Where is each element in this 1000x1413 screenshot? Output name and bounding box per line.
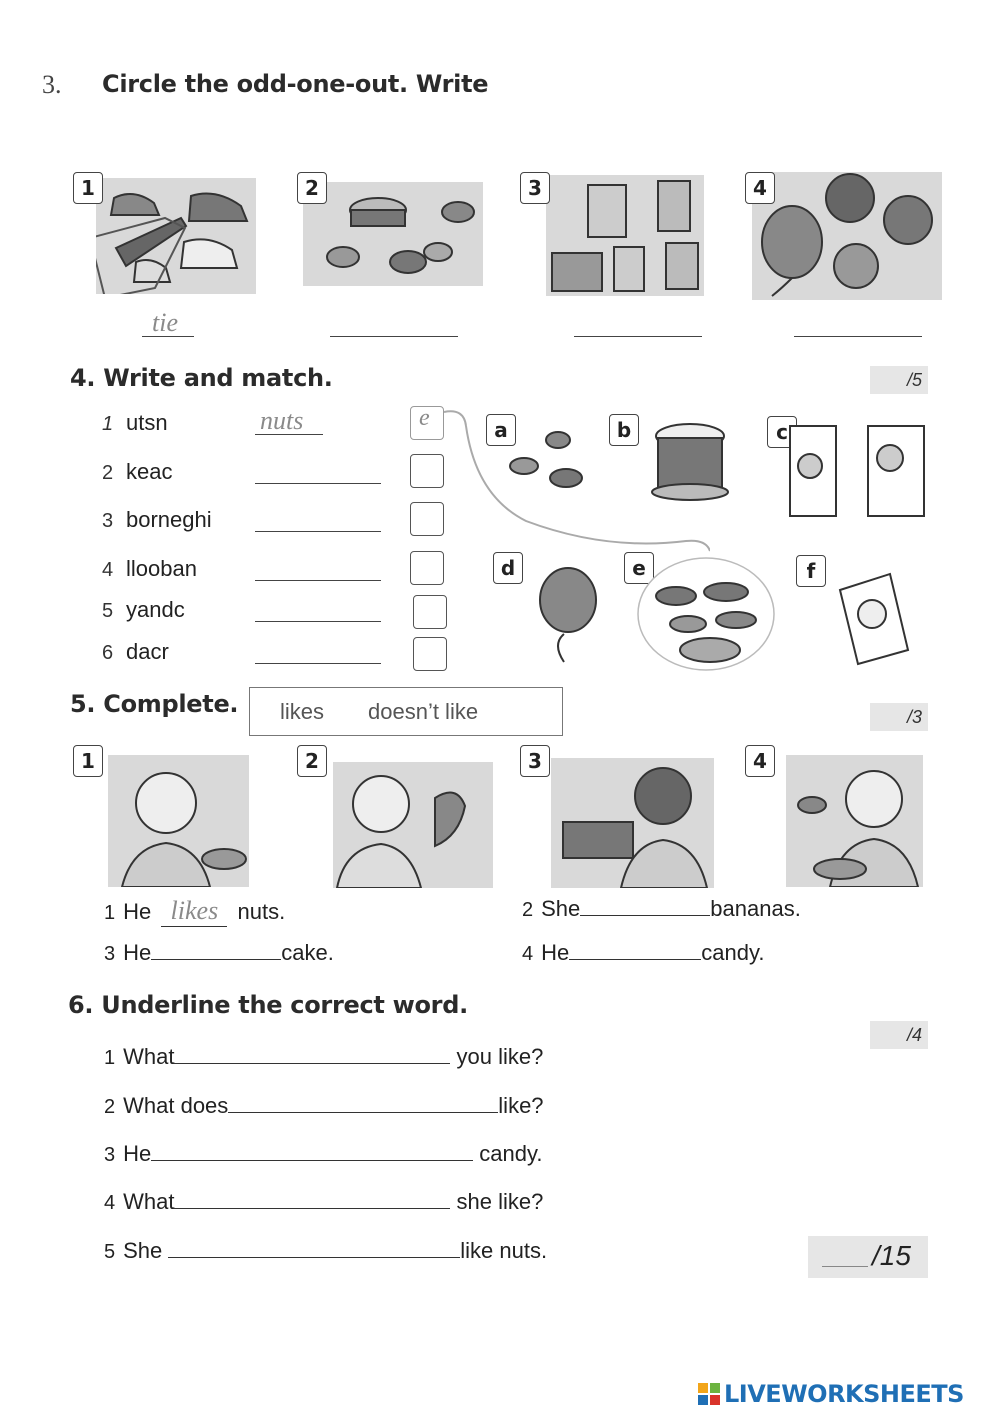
section-6-score: /4	[870, 1021, 928, 1049]
complete-sentence-2: 2 She bananas.	[522, 896, 801, 921]
write-line-3[interactable]	[255, 531, 381, 532]
liveworksheets-logo-icon	[698, 1383, 720, 1405]
picture-number-2: 2	[297, 172, 327, 204]
underline-blank-4[interactable]	[174, 1190, 450, 1209]
card-picture	[836, 570, 912, 666]
complete-picture-number-2: 2	[297, 745, 327, 777]
boy-cake-picture	[551, 758, 714, 888]
answer-line-2[interactable]	[330, 336, 458, 337]
section-5-title: 5. Complete.	[70, 690, 239, 718]
boy-candy-picture	[786, 755, 923, 887]
section-3-title: Circle the odd-one-out. Write	[102, 70, 489, 98]
boy-nuts-picture	[108, 755, 249, 887]
match-box-2[interactable]	[410, 454, 444, 488]
letter-box-b: b	[609, 414, 639, 446]
complete-picture-number-3: 3	[520, 745, 550, 777]
underline-blank-1[interactable]	[174, 1045, 450, 1064]
write-line-6[interactable]	[255, 663, 381, 664]
word-bank-doesnt-like: doesn’t like	[368, 699, 479, 724]
match-box-5[interactable]	[413, 595, 447, 629]
underline-sentence-1: 1 What you like?	[104, 1044, 544, 1069]
picture-number-4: 4	[745, 172, 775, 204]
complete-blank-2[interactable]	[580, 897, 710, 916]
word-bank	[249, 687, 563, 736]
underline-blank-5[interactable]	[168, 1239, 460, 1258]
birthday-cake-picture	[648, 420, 732, 502]
section-3-number: 3.	[42, 70, 62, 99]
match-box-4[interactable]	[410, 551, 444, 585]
total-score-label: /15	[872, 1240, 911, 1271]
example-answer: tie	[152, 308, 178, 337]
underline-blank-3[interactable]	[151, 1142, 473, 1161]
candy-picture	[498, 424, 608, 494]
complete-sentence-3: 3 He cake.	[104, 940, 334, 965]
letter-box-a: a	[486, 414, 516, 446]
cake-and-candy-picture	[303, 182, 483, 286]
cards-and-present-picture	[546, 175, 704, 296]
liveworksheets-logo-text: LIVEWORKSHEETS	[724, 1380, 964, 1408]
shoes-picture	[96, 178, 256, 294]
total-score-blank[interactable]	[822, 1266, 868, 1267]
word-item-5: 5 yandc	[102, 597, 185, 622]
total-score-box	[808, 1236, 928, 1278]
match-box-3[interactable]	[410, 502, 444, 536]
complete-sentence-1: 1 He likes nuts.	[104, 896, 286, 925]
answer-nuts: nuts	[260, 406, 304, 435]
word-item-6: 6 dacr	[102, 639, 169, 664]
balloon-and-balls-picture	[752, 172, 942, 300]
letter-box-d: d	[493, 552, 523, 584]
section-6-title: 6. Underline the correct word.	[68, 991, 468, 1019]
letter-box-e: e	[624, 552, 654, 584]
door-visit-picture	[780, 420, 928, 518]
complete-blank-1[interactable]: likes	[161, 896, 227, 927]
complete-sentence-4: 4 He candy.	[522, 940, 765, 965]
nuts-picture	[636, 556, 776, 672]
underline-sentence-4: 4 What she like?	[104, 1189, 544, 1214]
word-item-1: 1 utsn	[102, 410, 168, 435]
underline-blank-2[interactable]	[228, 1094, 498, 1113]
balloon-picture	[528, 566, 604, 664]
section-4-score: /5	[870, 366, 928, 394]
letter-box-f: f	[796, 555, 826, 587]
complete-blank-4[interactable]	[569, 941, 701, 960]
picture-number-1: 1	[73, 172, 103, 204]
answer-line-4[interactable]	[794, 336, 922, 337]
complete-picture-number-1: 1	[73, 745, 103, 777]
liveworksheets-logo[interactable]	[698, 1381, 964, 1407]
write-line-4[interactable]	[255, 580, 381, 581]
write-line-2[interactable]	[255, 483, 381, 484]
girl-banana-picture	[333, 762, 493, 888]
match-box-1[interactable]: e	[410, 406, 444, 440]
picture-number-3: 3	[520, 172, 550, 204]
write-line-5[interactable]	[255, 621, 381, 622]
word-item-2: 2 keac	[102, 459, 173, 484]
word-item-4: 4 llooban	[102, 556, 197, 581]
underline-sentence-5: 5 She like nuts.	[104, 1238, 548, 1263]
match-box-6[interactable]	[413, 637, 447, 671]
word-item-3: 3 borneghi	[102, 507, 212, 532]
underline-sentence-2: 2 What does like?	[104, 1093, 544, 1118]
underline-sentence-3: 3 He candy.	[104, 1141, 543, 1166]
complete-picture-number-4: 4	[745, 745, 775, 777]
section-4-title: 4. Write and match.	[70, 364, 333, 392]
section-5-score: /3	[870, 703, 928, 731]
answer-line-3[interactable]	[574, 336, 702, 337]
word-bank-likes: likes	[280, 699, 325, 724]
complete-blank-3[interactable]	[151, 941, 281, 960]
letter-box-c: c	[767, 416, 797, 448]
